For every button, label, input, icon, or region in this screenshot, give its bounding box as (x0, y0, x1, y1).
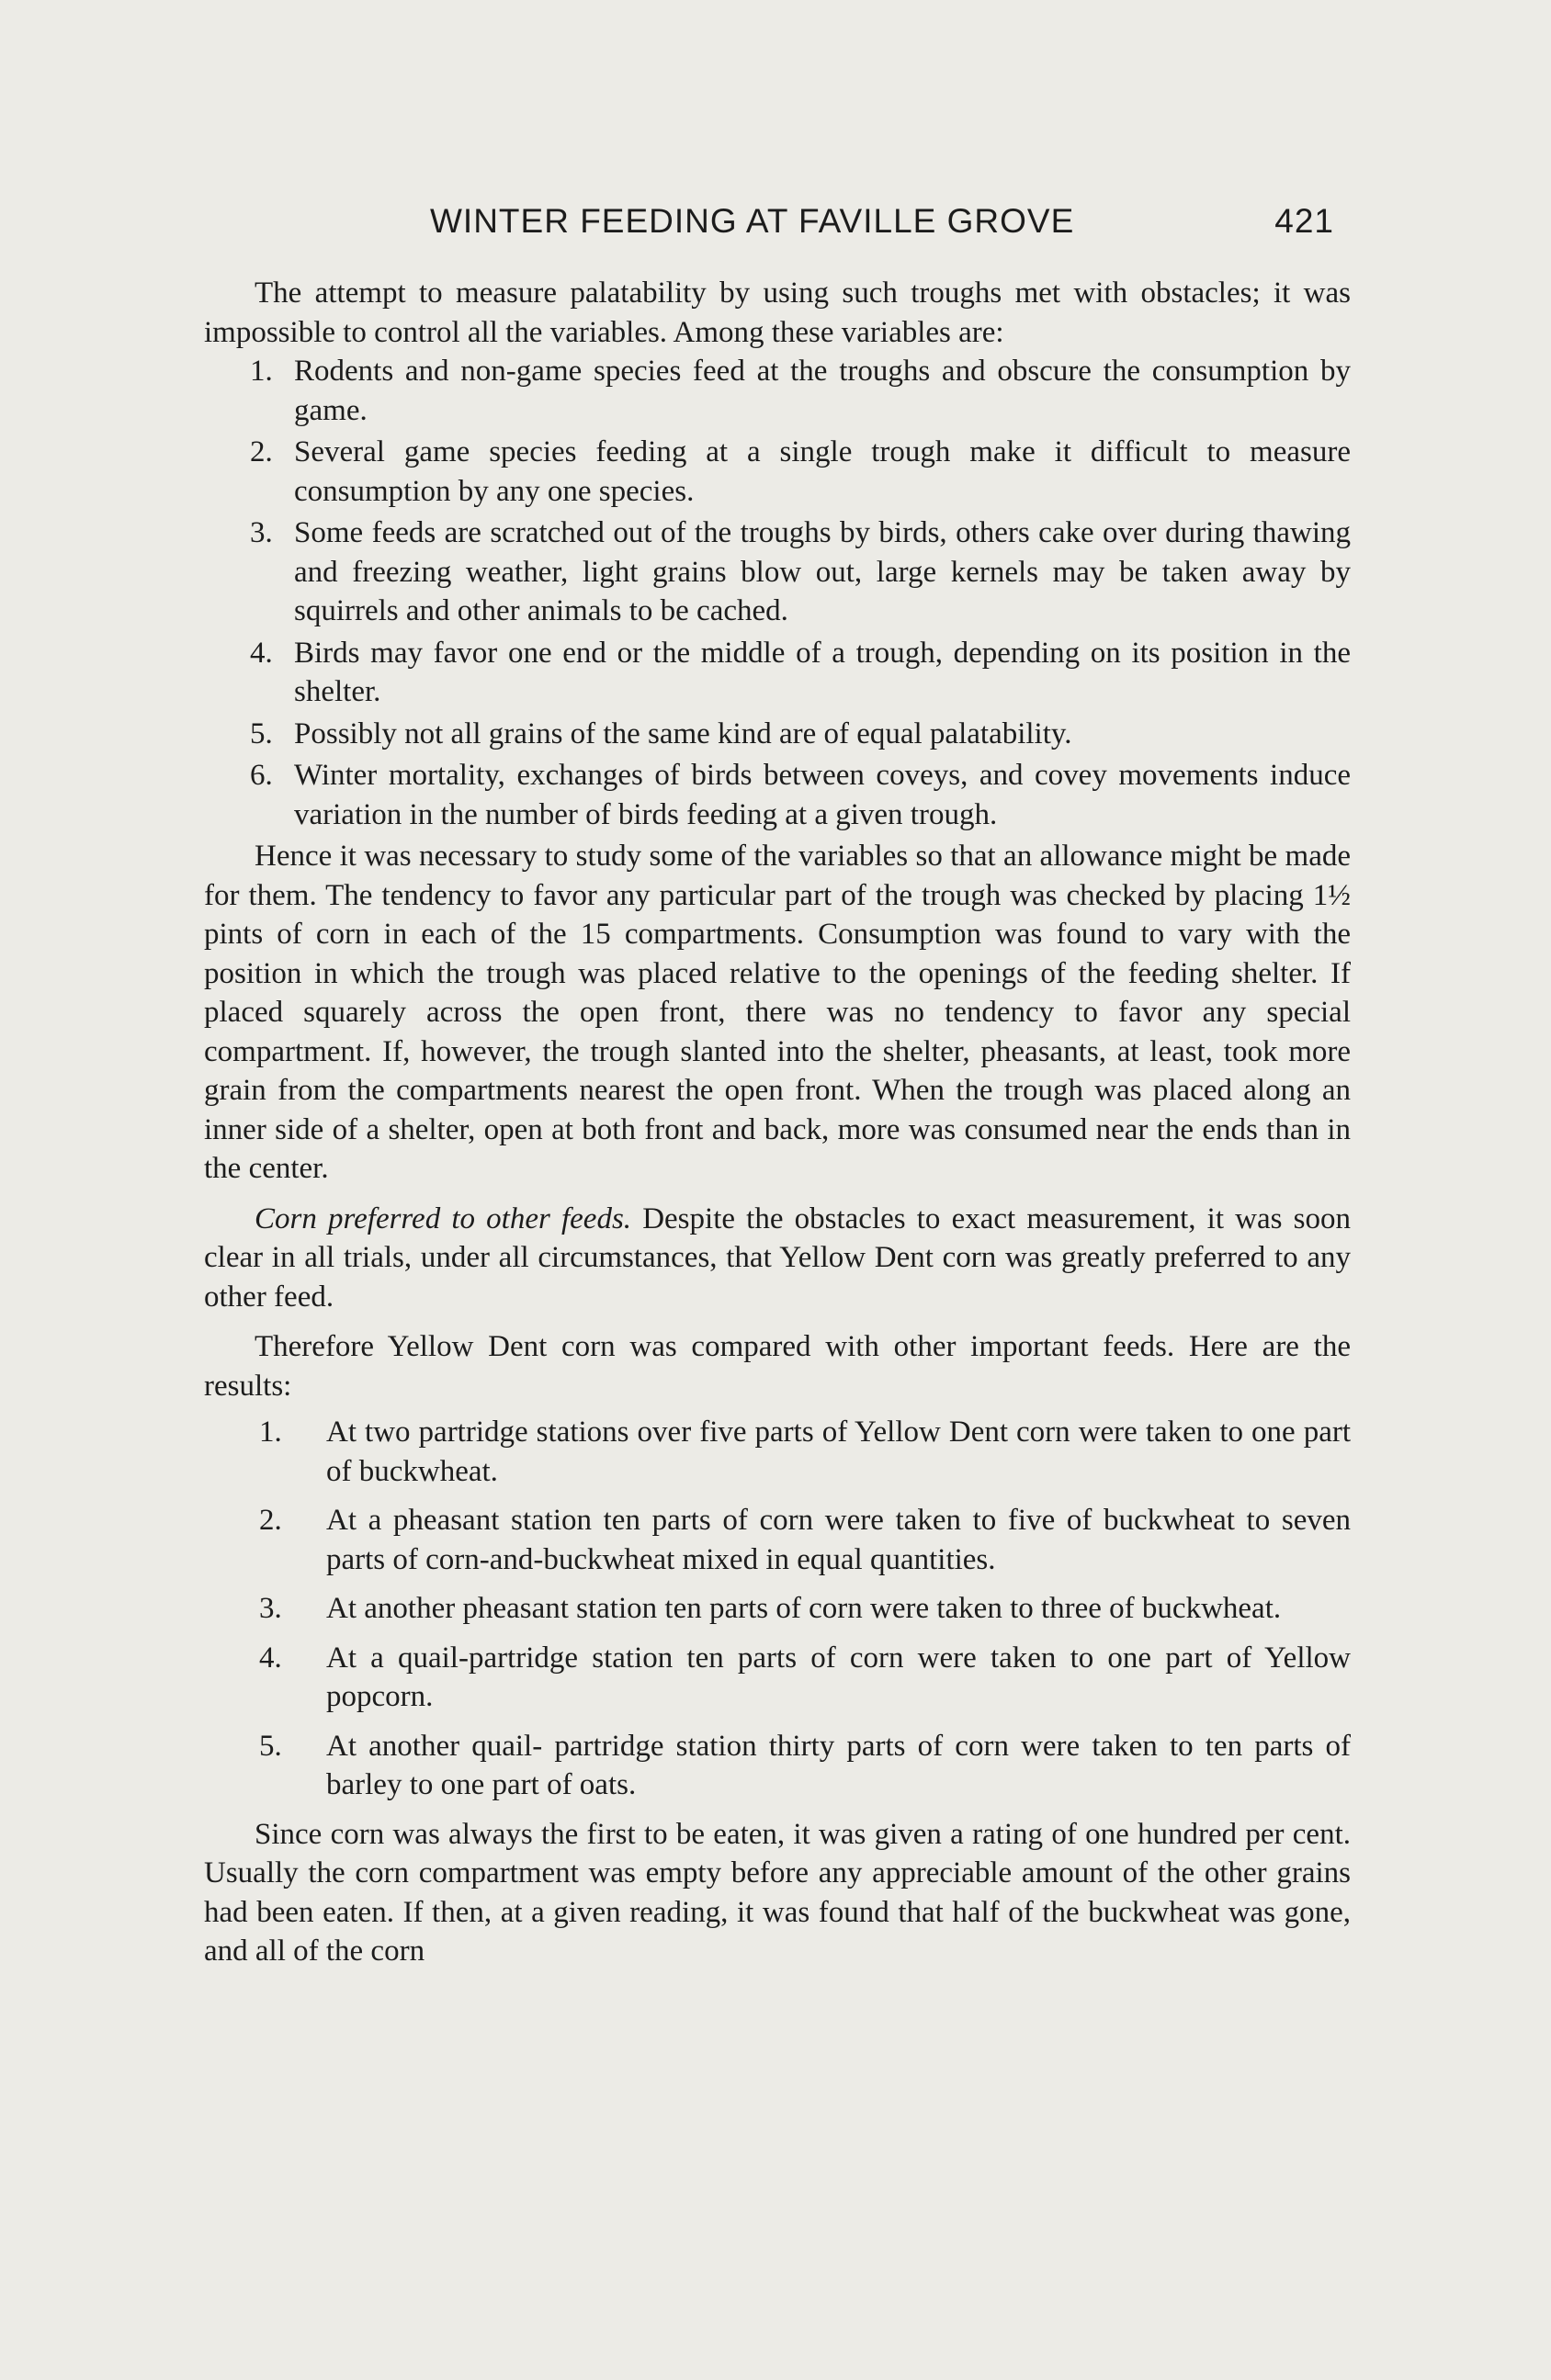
list-item-text: Some feeds are scratched out of the troughs by birds, others cake over during thawing and freezing weather, light grains blow out, large kernels may be taken away by squirrels and other animals to be cached. (294, 516, 1351, 627)
list-item (204, 756, 1351, 834)
list-item (204, 1589, 1351, 1629)
list-item-text: Rodents and non-game species feed at the troughs and obscure the consumption by game. (294, 355, 1351, 427)
list-item-number: 2. (250, 435, 273, 468)
list-item (204, 1413, 1351, 1491)
list-item-text: Winter mortality, exchanges of birds between coveys, and covey movements induce variation in the number of birds feeding at a given trough. (294, 759, 1351, 831)
list-item-number: 3. (250, 516, 273, 549)
list-item (204, 433, 1351, 511)
list-item-number: 2. (259, 1504, 282, 1537)
list-item-text: At two partridge stations over five parts of Yellow Dent corn were taken to one part of buckwheat. (326, 1416, 1351, 1488)
list-item-text: Several game species feeding at a single trough make it difficult to measure consumption by any one species. (294, 435, 1351, 508)
therefore-paragraph: Therefore Yellow Dent corn was compared with other important feeds. Here are the results: (204, 1330, 1351, 1403)
closing-paragraph: Since corn was always the first to be eaten, it was given a rating of one hundred per cent. Usually the corn compartment was empty before any appreciable amount of the other grains had been eaten. If then, at a given reading, it was found that half of the buckwheat was gone, and all of the corn (204, 1817, 1351, 1968)
list-item-number: 4. (250, 636, 273, 670)
list-item-text: At a quail-partridge station ten parts of corn were taken to one part of Yellow popcorn. (326, 1641, 1351, 1713)
list-item-number: 3. (259, 1592, 282, 1625)
list-item (204, 1727, 1351, 1805)
results-list (204, 1413, 1351, 1805)
running-head (204, 193, 1351, 248)
list-item (204, 352, 1351, 430)
variables-list (204, 352, 1351, 834)
list-item-number: 5. (250, 716, 273, 750)
list-item-number: 4. (259, 1641, 282, 1675)
page (204, 193, 1351, 1971)
list-item (204, 634, 1351, 712)
list-item-number: 6. (250, 759, 273, 792)
corn-heading: Corn preferred to other feeds. (255, 1201, 632, 1235)
intro-paragraph: The attempt to measure palatability by using such troughs met with obstacles; it was impossible to control all the variables. Among these variables are: (204, 276, 1351, 349)
list-item-text: Birds may favor one end or the middle of a trough, depending on its position in the shelter. (294, 636, 1351, 708)
hence-paragraph: Hence it was necessary to study some of the variables so that an allowance might be made for them. The tendency to favor any particular part of the trough was checked by placing 1½ pints of corn in each of the 15 compartments. Consumption was found to vary with the position in which the trough was placed relative to the openings of the feeding shelter. If placed squarely across the open front, there was no tendency to favor any special compartment. If, however, the trough slanted into the shelter, pheasants, at least, took more grain from the compartments nearest the open front. When the trough was placed along an inner side of a shelter, open at both front and back, more was consumed near the ends than in the center. (204, 840, 1351, 1185)
list-item-text: At another pheasant station ten parts of corn were taken to three of buckwheat. (326, 1592, 1282, 1625)
list-item-number: 5. (259, 1729, 282, 1763)
corn-paragraph (204, 1200, 1351, 1317)
list-item-text: At a pheasant station ten parts of corn were taken to five of buckwheat to seven parts of corn-and-buckwheat mixed in equal quantities. (326, 1504, 1351, 1576)
body-text (204, 274, 1351, 1971)
list-item-number: 1. (250, 355, 273, 388)
page-number: 421 (1274, 202, 1334, 240)
corn-text: Despite the obstacles to exact measurement, it was soon clear in all trials, under all circumstances, that Yellow Dent corn was greatly preferred to any other feed. (204, 1201, 1351, 1314)
running-title: WINTER FEEDING AT FAVILLE GROVE (430, 202, 1075, 240)
list-item (204, 1639, 1351, 1717)
list-item-text: At another quail- partridge station thirty parts of corn were taken to ten parts of barley to one part of oats. (326, 1729, 1351, 1801)
list-item-text: Possibly not all grains of the same kind are of equal palatability. (294, 716, 1072, 750)
list-item (204, 715, 1351, 754)
list-item (204, 1501, 1351, 1579)
list-item-number: 1. (259, 1416, 282, 1449)
list-item (204, 513, 1351, 631)
